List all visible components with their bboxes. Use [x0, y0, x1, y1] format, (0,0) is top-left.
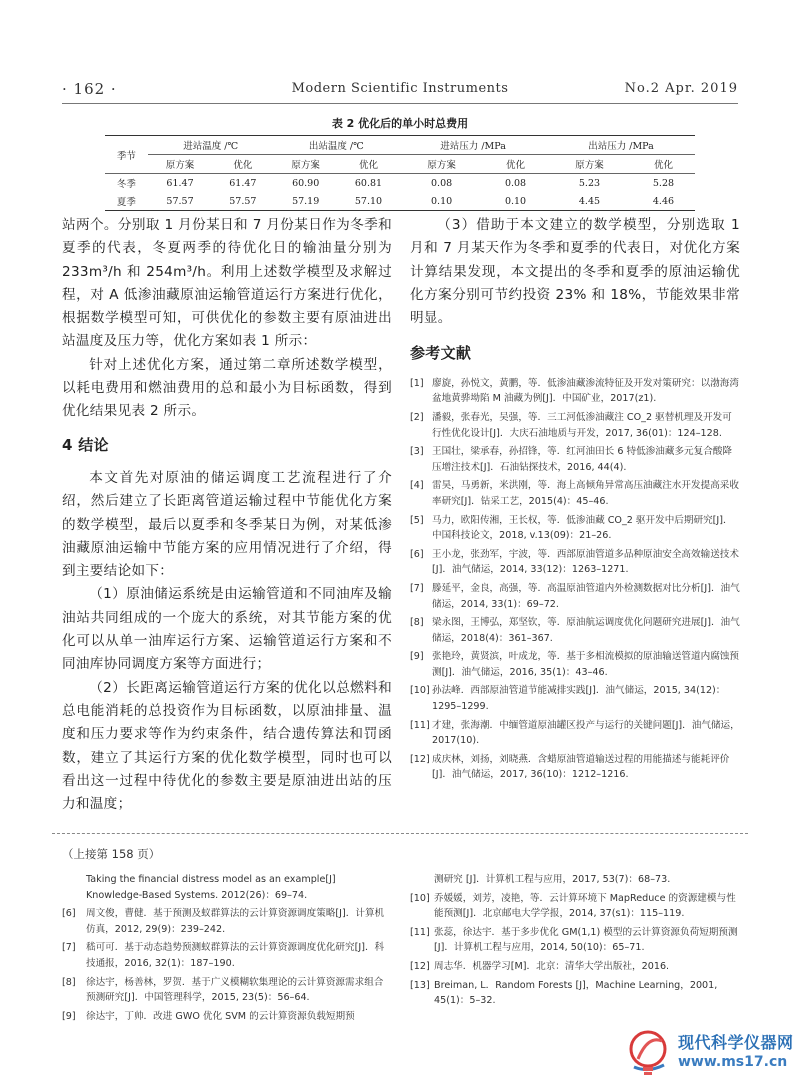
reference-number: [9]	[62, 1010, 76, 1022]
reference-number: [12]	[410, 960, 430, 972]
reference-item	[410, 547, 740, 578]
table-row	[105, 192, 695, 211]
reference-item	[410, 444, 740, 475]
table-cell: 60.81	[338, 174, 399, 193]
references-heading: 参考文献	[410, 344, 472, 363]
page-number: · 162 ·	[62, 80, 117, 98]
reference-text: 张蕊，徐达宇．基于多步优化 GM(1,1) 模型的云计算资源负荷短期预测[J]．计算机工程与应用，2014, 50(10)：65–71.	[434, 926, 738, 954]
reference-item	[410, 925, 740, 956]
body-paragraph: 针对上述优化方案，通过第二章所述数学模型，以耗电费用和燃油费用的总和最小为目标函数，得到优化结果见表 2 所示。	[62, 356, 392, 420]
reference-item	[62, 1009, 392, 1025]
season-header: 季节	[105, 136, 148, 174]
reference-item	[410, 872, 740, 888]
reference-number: [10]	[410, 892, 430, 904]
reference-text: 雷昊，马勇新，米洪刚，等．海上高倾角异常高压油藏注水开发提高采收率研究[J]．钻采工艺，2015(4)：45–46.	[432, 480, 739, 507]
table-cell: 61.47	[212, 174, 273, 193]
reference-number: [4]	[410, 480, 424, 492]
left-column	[62, 214, 392, 816]
reference-number: [11]	[410, 926, 430, 938]
reference-text: 才建，张海潮．中缅管道原油罐区投产与运行的关键问题[J]．油气储运，2017(10).	[432, 719, 740, 747]
continued-reference-list-right	[410, 872, 740, 1012]
reference-item	[410, 615, 740, 646]
reference-number	[62, 872, 86, 903]
reference-text: 王小龙，张劲军，宇波，等．西部原油管道多品种原油安全高效输送技术[J]．油气储运，2014, 33(12)：1263–1271.	[432, 548, 739, 576]
season-cell: 夏季	[105, 192, 148, 211]
reference-number: [7]	[62, 942, 76, 954]
sub-header: 原方案	[399, 155, 484, 174]
running-header	[62, 80, 738, 102]
reference-number: [12]	[410, 753, 430, 765]
sub-header: 优化	[212, 155, 273, 174]
table-cell: 57.19	[274, 192, 338, 211]
table-cell: 4.46	[632, 192, 695, 211]
reference-number: [5]	[410, 514, 424, 526]
issue-info: No.2 Apr. 2019	[624, 81, 738, 96]
reference-item	[410, 410, 740, 441]
table-cell: 4.45	[547, 192, 632, 211]
conclusion-item: （2）长距离运输管道运行方案的优化以总燃料和总电能消耗的总投资作为目标函数，以原油排量、温度和压力要求等作为约束条件，结合遗传算法和罚函数，建立了其运行方案的优化数学模型，同时也可以看出这一过程中待优化的参数主要是原油进出站的压力和温度；	[62, 679, 392, 813]
reference-item	[410, 649, 740, 680]
reference-item	[410, 718, 740, 749]
sub-header: 优化	[632, 155, 695, 174]
reference-item	[410, 978, 740, 1009]
reference-text: 徐达宇，杨善林，罗贺．基于广义模糊软集理论的云计算资源需求组合预测研究[J]．中国管理科学，2015, 23(5)：56–64.	[86, 976, 384, 1004]
conclusion-item: （1）原油储运系统是由运输管道和不同油库及输油站共同组成的一个庞大的系统，对其节能方案的优化可以从单一油库运行方案、运输管道运行方案和不同油库协同调度方案等方面进行；	[62, 586, 392, 673]
reference-item	[62, 940, 392, 971]
season-cell: 冬季	[105, 174, 148, 193]
table-cell: 5.23	[547, 174, 632, 193]
journal-name: Modern Scientific Instruments	[291, 81, 509, 96]
reference-item	[62, 872, 392, 903]
right-column	[410, 214, 740, 786]
body-paragraph: 本文首先对原油的储运调度工艺流程进行了介绍，然后建立了长距离管道运输过程中节能优化方案的数学模型，最后以夏季和冬季某日为例，对某低渗油藏原油运输中节能方案的应用情况进行了介绍，得到主要结论如下：	[62, 469, 392, 580]
reference-item	[410, 683, 740, 714]
header-rule	[62, 103, 738, 104]
group-header: 出站压力 /MPa	[547, 136, 695, 155]
table-cell: 0.10	[399, 192, 484, 211]
group-header: 进站温度 /℃	[148, 136, 274, 155]
site-watermark[interactable]	[624, 1027, 794, 1079]
reference-text: 周志华．机器学习[M]．北京：清华大学出版社，2016.	[434, 960, 670, 972]
table-cell: 57.57	[148, 192, 212, 211]
reference-text: 孙法峰．西部原油管道节能减排实践[J]．油气储运，2015, 34(12)：1295–1299.	[432, 685, 726, 713]
sub-header: 原方案	[148, 155, 212, 174]
table-cell: 0.08	[484, 174, 547, 193]
reference-number: [7]	[410, 582, 424, 594]
reference-text: 测研究 [J]．计算机工程与应用，2017, 53(7)：68–73.	[434, 874, 671, 885]
reference-number: [8]	[410, 617, 424, 629]
reference-number: [11]	[410, 719, 430, 731]
reference-text: 成庆林，刘扬，刘晓燕．含蜡原油管道输送过程的用能描述与能耗评价[J]．油气储运，2017, 36(10)：1212–1216.	[432, 753, 730, 781]
group-header: 进站压力 /MPa	[399, 136, 547, 155]
table-caption: 表 2 优化后的单小时总费用	[331, 117, 469, 130]
reference-text: Taking the financial distress model as an example[J] Knowledge-Based Systems. 2012(26)：69–74.	[86, 874, 336, 901]
table-cell: 5.28	[632, 174, 695, 193]
reference-item	[410, 752, 740, 783]
reference-item	[410, 581, 740, 612]
section-heading: 4 结论	[62, 435, 109, 454]
table-cell: 57.57	[212, 192, 273, 211]
reference-number: [3]	[410, 446, 424, 458]
reference-text: 嵇可可．基于动态趋势预测蚁群算法的云计算资源调度优化研究[J]．科技通报，2016, 32(1)：187–190.	[86, 942, 385, 969]
table-cell: 0.10	[484, 192, 547, 211]
reference-item	[410, 376, 740, 407]
reference-number: [10]	[410, 685, 430, 697]
reference-text: 周文俊，曹健．基于预测及蚁群算法的云计算资源调度策略[J]．计算机仿真，2012, 29(9)：239–242.	[86, 908, 385, 935]
reference-number: [6]	[410, 548, 424, 560]
sub-header: 优化	[338, 155, 399, 174]
reference-text: 乔媛媛，刘芳，凌艳，等．云计算环境下 MapReduce 的资源建模与性能预测[J]．北京邮电大学学报，2014, 37(s1)：115–119.	[434, 892, 736, 920]
reference-number: [2]	[410, 411, 424, 423]
reference-number: [9]	[410, 651, 424, 663]
reference-item	[410, 959, 740, 975]
continued-reference-list-left	[62, 872, 392, 1027]
conclusion-item: （3）借助于本文建立的数学模型，分别选取 1 月和 7 月某天作为冬季和夏季的代表日，对优化方案计算结果发现，本文提出的冬季和夏季的原油运输优化方案分别可节约投资 23% 和 18%，节能效果非常明显。	[410, 217, 740, 327]
reference-number	[410, 872, 434, 888]
reference-item	[62, 975, 392, 1006]
sub-header: 原方案	[274, 155, 338, 174]
table-cell: 0.08	[399, 174, 484, 193]
reference-text: 潘毅，张春光，吴强，等．三工河低渗油藏注 CO_2 驱替机理及开发可行性优化设计[J]．大庆石油地质与开发，2017, 36(01)：124–128.	[432, 411, 732, 439]
reference-list	[410, 376, 740, 783]
table-cell: 61.47	[148, 174, 212, 193]
reference-item	[62, 906, 392, 937]
reference-text: 马力，欧阳传湘，王长权，等．低渗油藏 CO_2 驱开发中后期研究[J]．中国科技论文，2018, v.13(09)：21–26.	[432, 514, 733, 542]
reference-number: [1]	[410, 377, 424, 389]
sub-header: 优化	[484, 155, 547, 174]
reference-item	[410, 513, 740, 544]
results-table	[105, 135, 695, 211]
reference-number: [13]	[410, 979, 430, 991]
reference-text: Breiman, L．Random Forests [J]，Machine Learning，2001, 45(1)：5–32.	[434, 979, 718, 1007]
reference-text: 徐达宇，丁帅．改进 GWO 优化 SVM 的云计算资源负载短期预	[86, 1010, 355, 1022]
reference-text: 廖旋，孙悦文，黄鹏，等．低渗油藏渗流特征及开发对策研究：以渤海湾盆地黄骅坳陷 M 油藏为例[J]．中国矿业，2017(z1).	[432, 377, 739, 405]
watermark-title: 现代科学仪器网	[678, 1033, 794, 1052]
group-header: 出站温度 /℃	[274, 136, 400, 155]
reference-number: [8]	[62, 976, 76, 988]
continued-note: （上接第 158 页）	[62, 847, 161, 861]
sub-header: 原方案	[547, 155, 632, 174]
watermark-url: www.ms17.cn	[678, 1054, 788, 1070]
reference-text: 张艳玲，黄贤滨，叶成龙，等．基于多相流模拟的原油输送管道内腐蚀预测[J]．油气储运，2016, 35(1)：43–46.	[432, 651, 739, 678]
reference-text: 王国壮，梁承春，孙招锋，等．红河油田长 6 特低渗油藏多元复合酸降压增注技术[J]．石油钻探技术，2016, 44(4).	[432, 446, 733, 473]
reference-number: [6]	[62, 908, 76, 920]
body-paragraph: 站两个。分别取 1 月份某日和 7 月份某日作为冬季和夏季的代表，冬夏两季的待优化日的输油量分别为 233m³/h 和 254m³/h。利用上述数学模型及求解过程，对 A 低渗油藏原油运输管道运行方案进行优化，根据数学模型可知，可供优化的参数主要有原油进出站温度及压力等，优化方案如表 1 所示：	[62, 217, 392, 350]
table-cell: 60.90	[274, 174, 338, 193]
table-row	[105, 174, 695, 193]
reference-item	[410, 891, 740, 922]
bulb-logo-icon	[624, 1027, 674, 1079]
reference-text: 滕延平，金良，高强，等．高温原油管道内外检测数据对比分析[J]．油气储运，2014, 33(1)：69–72.	[432, 582, 740, 610]
table-cell: 57.10	[338, 192, 399, 211]
reference-text: 梁永图，王博弘，郑坚钦，等．原油航运调度优化问题研究进展[J]．油气储运，2018(4)：361–367.	[432, 617, 740, 644]
section-divider	[52, 833, 748, 834]
reference-item	[410, 478, 740, 509]
